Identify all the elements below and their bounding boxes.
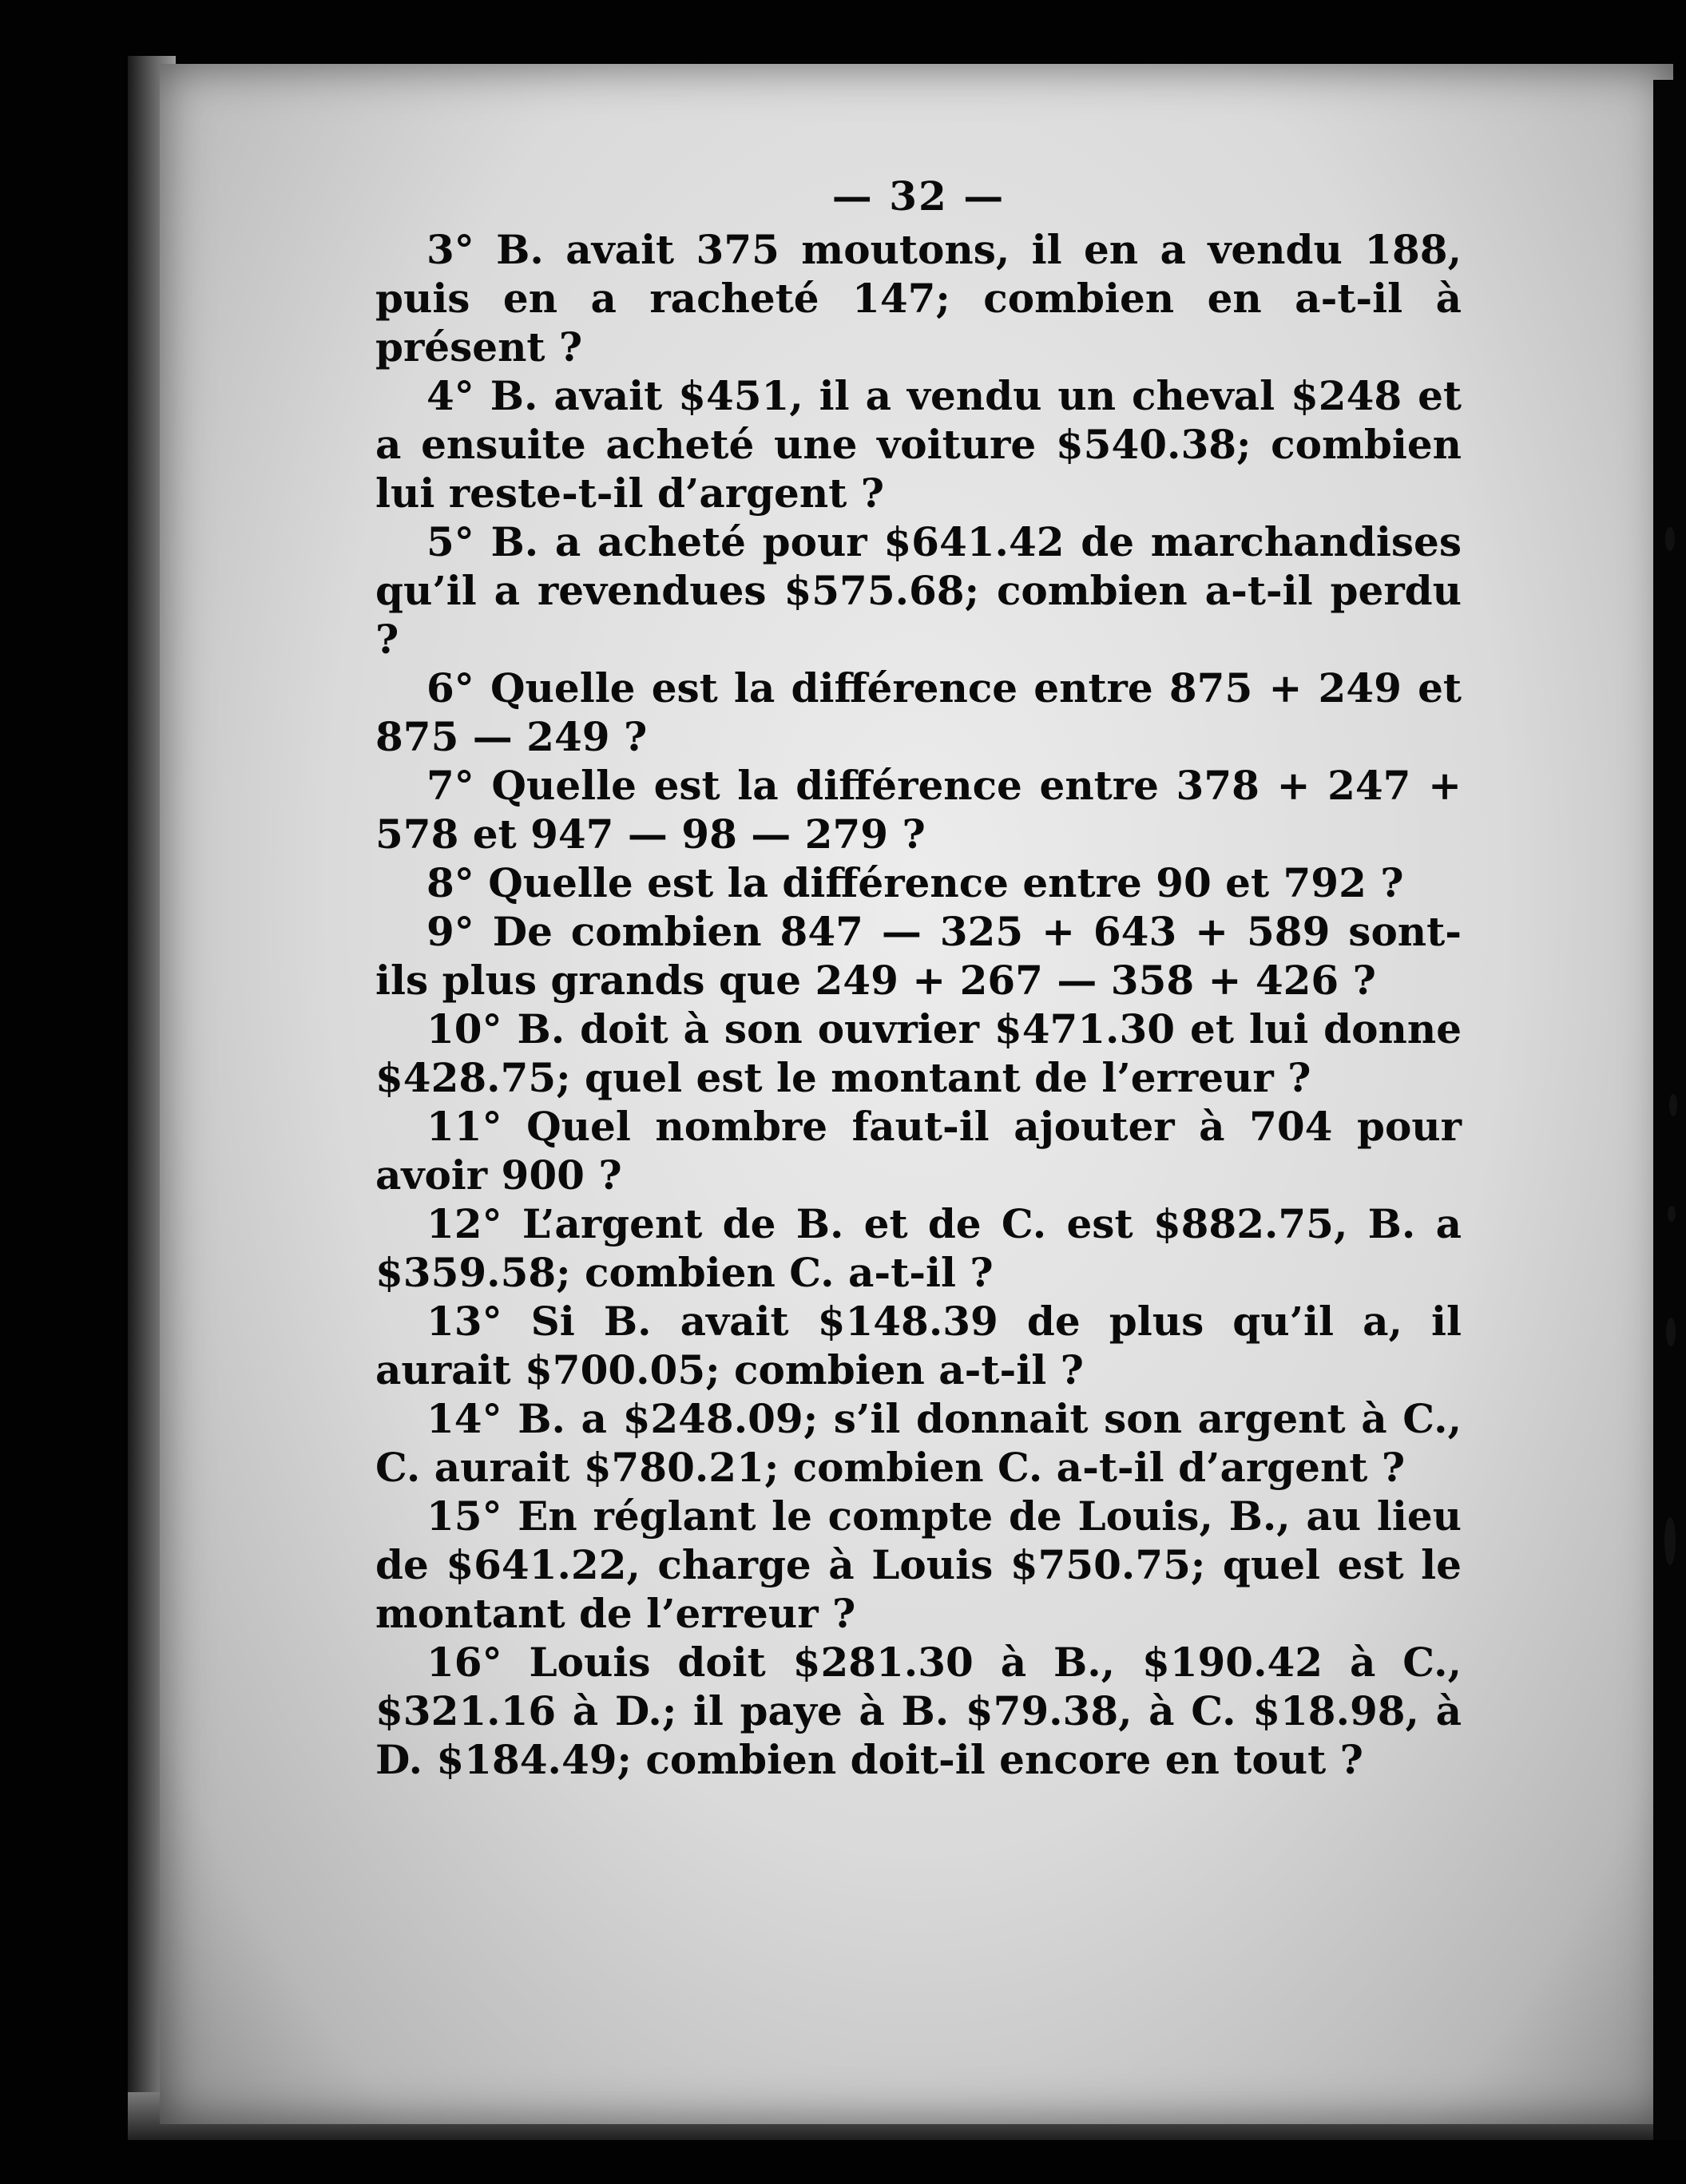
problem-8: 8° Quelle est la différence entre 90 et 792 ? [426, 859, 1404, 906]
scan-speck [1665, 527, 1675, 551]
problem-7: 7° Quelle est la différence entre 378 + 247 + 578 et 947 — 98 — 279 ? [375, 762, 1462, 858]
problem-16: 16° Louis doit $281.30 à B., $190.42 à C., $321.16 à D.; il paye à B. $79.38, à C. $18.98, à D. $184.49; combien doit-il encore en tout ? [375, 1639, 1462, 1783]
problem-13: 13° Si B. avait $148.39 de plus qu’il a, il aurait $700.05; combien a-t-il ? [375, 1298, 1462, 1393]
problem-6: 6° Quelle est la différence entre 875 + 249 et 875 — 249 ? [375, 664, 1462, 760]
page-text [375, 172, 1462, 1784]
problem-12: 12° L’argent de B. et de C. est $882.75, B. a $359.58; combien C. a-t-il ? [375, 1200, 1462, 1296]
scan-speck [1669, 1094, 1677, 1116]
scan-speck [1666, 1318, 1676, 1346]
problem-3: 3° B. avait 375 moutons, il en a vendu 188, puis en a racheté 147; combien en a-t-il à présent ? [375, 226, 1462, 371]
problem-11: 11° Quel nombre faut-il ajouter à 704 pour avoir 900 ? [375, 1103, 1462, 1199]
problem-9: 9° De combien 847 — 325 + 643 + 589 sont-ils plus grands que 249 + 267 — 358 + 426 ? [375, 908, 1462, 1004]
problem-14: 14° B. a $248.09; s’il donnait son argent à C., C. aurait $780.21; combien C. a-t-il d’argent ? [375, 1395, 1462, 1491]
problem-5: 5° B. a acheté pour $641.42 de marchandises qu’il a revendues $575.68; combien a-t-il perdu ? [375, 518, 1462, 663]
scan-speck [1664, 1517, 1676, 1565]
scan-speck [1668, 1206, 1676, 1222]
problem-4: 4° B. avait $451, il a vendu un cheval $248 et a ensuite acheté une voiture $540.38; combien lui reste-t-il d’argent ? [375, 372, 1462, 517]
page-number: — 32 — [831, 172, 1006, 220]
problem-10: 10° B. doit à son ouvrier $471.30 et lui donne $428.75; quel est le montant de l’erreur ? [375, 1005, 1462, 1101]
problem-15: 15° En réglant le compte de Louis, B., au lieu de $641.22, charge à Louis $750.75; quel est le montant de l’erreur ? [375, 1492, 1462, 1637]
